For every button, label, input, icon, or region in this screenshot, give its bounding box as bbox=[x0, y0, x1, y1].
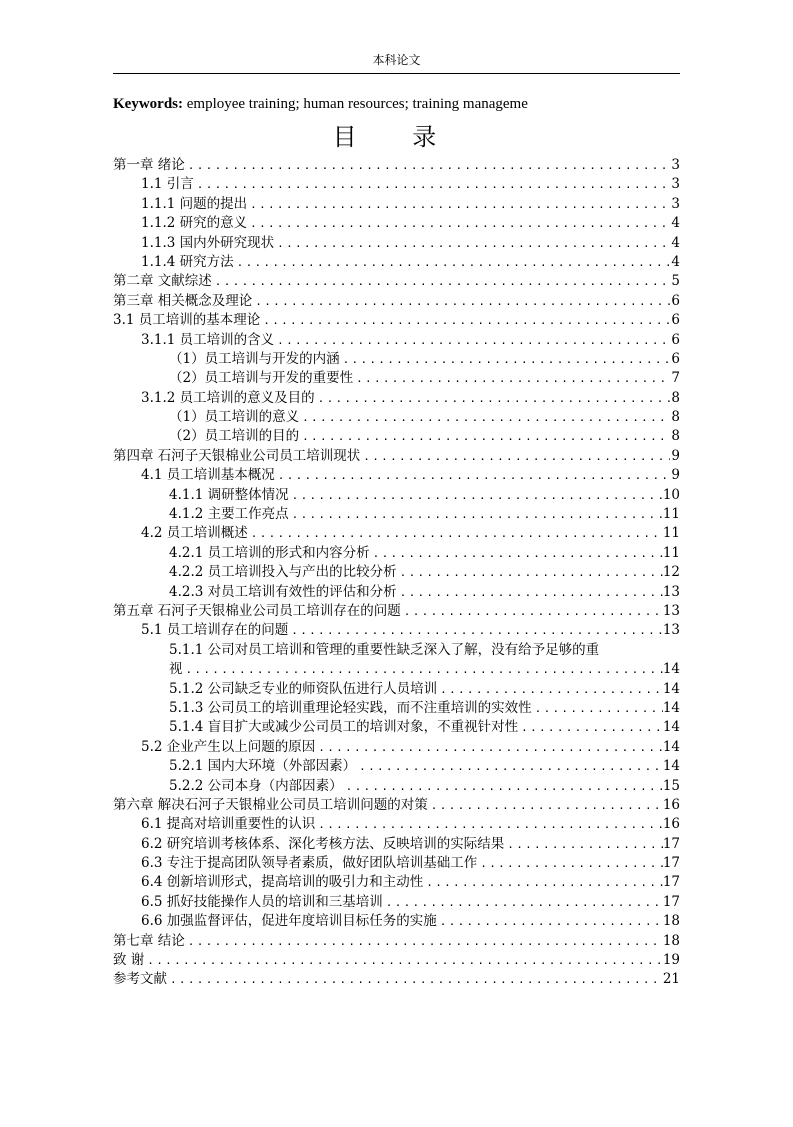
toc-leader-dots bbox=[288, 621, 663, 640]
toc-entry-label: （2）员工培训的目的 bbox=[169, 428, 300, 445]
toc-entry-label: 1.1 引言 bbox=[141, 176, 194, 193]
toc-entry[interactable] bbox=[113, 970, 680, 989]
toc-entry-page: 6 bbox=[671, 312, 680, 329]
toc-entry-page: 13 bbox=[662, 622, 680, 639]
toc-leader-dots bbox=[234, 253, 670, 272]
toc-entry[interactable] bbox=[113, 602, 680, 621]
toc-entry-page: 14 bbox=[662, 738, 680, 755]
toc-entry-page: 17 bbox=[662, 855, 680, 872]
toc-leader-dots bbox=[275, 466, 670, 485]
toc-entry-label: 第四章 石河子天银棉业公司员工培训现状 bbox=[113, 447, 361, 464]
toc-leader-dots bbox=[383, 893, 663, 912]
toc-entry[interactable] bbox=[113, 234, 680, 253]
toc-entry[interactable] bbox=[113, 175, 680, 194]
toc-entry[interactable] bbox=[113, 408, 680, 427]
keywords-text: employee training; human resources; training manageme bbox=[183, 96, 528, 112]
keywords-line bbox=[113, 95, 680, 113]
toc-entry[interactable] bbox=[113, 292, 680, 311]
toc-entry-page: 3 bbox=[671, 195, 680, 212]
toc-entry[interactable] bbox=[113, 583, 680, 602]
toc-entry[interactable] bbox=[113, 951, 680, 970]
toc-entry-label: 1.1.2 研究的意义 bbox=[141, 215, 248, 232]
toc-entry-label: 第七章 结论 bbox=[113, 932, 185, 949]
toc-entry-page: 13 bbox=[662, 583, 680, 600]
toc-entry-page: 8 bbox=[671, 428, 680, 445]
toc-entry[interactable] bbox=[113, 505, 680, 524]
toc-entry-page: 11 bbox=[662, 525, 680, 542]
toc-entry-label: 第一章 绪论 bbox=[113, 157, 185, 173]
toc-entry-page: 18 bbox=[662, 913, 680, 930]
toc-leader-dots bbox=[315, 815, 663, 834]
toc-entry-page: 8 bbox=[671, 409, 680, 426]
keywords-label: Keywords: bbox=[113, 96, 183, 112]
toc-leader-dots bbox=[212, 272, 670, 291]
toc-leader-dots bbox=[299, 427, 670, 446]
toc-entry[interactable] bbox=[113, 563, 680, 582]
toc-entry-label: 1.1.3 国内外研究现状 bbox=[141, 234, 275, 251]
table-of-contents bbox=[113, 156, 680, 990]
toc-entry-label: 5.1.3 公司员工的培训重理论轻实践，而不注重培训的实效性 bbox=[169, 699, 532, 716]
toc-entry-label: 5.1 员工培训存在的问题 bbox=[141, 622, 289, 639]
toc-entry-page: 14 bbox=[662, 680, 680, 697]
toc-entry-label: 3.1.2 员工培训的意义及目的 bbox=[141, 389, 315, 406]
toc-entry-label: 5.2.2 公司本身（内部因素） bbox=[169, 777, 343, 794]
toc-entry-page: 4 bbox=[671, 215, 680, 232]
toc-entry[interactable] bbox=[113, 389, 680, 408]
toc-entry-page: 9 bbox=[671, 467, 680, 484]
toc-leader-dots bbox=[167, 970, 663, 989]
toc-entry-page: 11 bbox=[662, 506, 680, 523]
toc-entry[interactable] bbox=[113, 524, 680, 543]
toc-entry-page: 4 bbox=[671, 253, 680, 270]
toc-leader-dots bbox=[289, 486, 663, 505]
toc-entry-page: 19 bbox=[662, 952, 680, 969]
toc-entry-label: 视 bbox=[169, 661, 183, 678]
toc-leader-dots bbox=[183, 660, 663, 679]
toc-entry-label: 1.1.4 研究方法 bbox=[141, 253, 234, 270]
toc-entry-label: 6.6 加强监督评估，促进年度培训目标任务的实施 bbox=[141, 913, 437, 930]
toc-leader-dots bbox=[248, 524, 663, 543]
toc-entry-page: 10 bbox=[662, 486, 680, 503]
toc-entry-label: 4.1 员工培训基本概况 bbox=[141, 467, 275, 484]
toc-leader-dots bbox=[274, 331, 670, 350]
toc-leader-dots bbox=[260, 311, 670, 330]
toc-entry-page: 16 bbox=[662, 816, 680, 833]
toc-leader-dots bbox=[252, 292, 670, 311]
toc-entry[interactable] bbox=[113, 757, 680, 776]
toc-entry-label: 5.1.2 公司缺乏专业的师资队伍进行人员培训 bbox=[169, 680, 438, 697]
toc-entry-page: 4 bbox=[671, 234, 680, 251]
toc-leader-dots bbox=[144, 951, 663, 970]
toc-entry[interactable] bbox=[113, 253, 680, 272]
toc-entry[interactable] bbox=[113, 815, 680, 834]
toc-entry-label: 5.1.4 盲目扩大或减少公司员工的培训对象，不重视针对性 bbox=[169, 719, 519, 736]
toc-entry-page: 5 bbox=[671, 273, 680, 290]
toc-leader-dots bbox=[289, 505, 663, 524]
toc-entry-label: 6.2 研究培训考核体系、深化考核方法、反映培训的实际结果 bbox=[141, 835, 505, 852]
toc-entry-page: 12 bbox=[662, 564, 680, 581]
toc-entry-label: 第二章 文献综述 bbox=[113, 273, 212, 290]
toc-entry[interactable] bbox=[113, 932, 680, 951]
toc-entry[interactable] bbox=[113, 156, 680, 175]
toc-entry-label: 4.2.1 员工培训的形式和内容分析 bbox=[169, 544, 370, 561]
toc-leader-dots bbox=[343, 777, 663, 796]
toc-leader-dots bbox=[274, 234, 670, 253]
toc-entry-label: 4.1.1 调研整体情况 bbox=[169, 486, 289, 503]
toc-entry-label: 3.1.1 员工培训的含义 bbox=[141, 331, 275, 348]
toc-entry-label: 6.5 抓好技能操作人员的培训和三基培训 bbox=[141, 893, 383, 910]
toc-entry[interactable] bbox=[113, 854, 680, 873]
toc-entry[interactable] bbox=[113, 350, 680, 369]
toc-leader-dots bbox=[437, 912, 663, 931]
toc-entry-page: 18 bbox=[662, 932, 680, 949]
toc-entry-page: 7 bbox=[671, 370, 680, 387]
toc-entry[interactable] bbox=[113, 331, 680, 350]
toc-entry-label: （1）员工培训的意义 bbox=[169, 409, 300, 426]
toc-leader-dots bbox=[299, 408, 670, 427]
toc-entry-label: 1.1.1 问题的提出 bbox=[141, 195, 248, 212]
toc-entry-page: 14 bbox=[662, 719, 680, 736]
toc-entry-page: 6 bbox=[671, 331, 680, 348]
toc-entry[interactable] bbox=[113, 427, 680, 446]
toc-entry[interactable] bbox=[113, 311, 680, 330]
toc-entry[interactable] bbox=[113, 447, 680, 466]
toc-entry-label: 5.2 企业产生以上问题的原因 bbox=[141, 738, 316, 755]
toc-entry[interactable] bbox=[113, 660, 680, 679]
toc-entry-page: 11 bbox=[662, 544, 680, 561]
toc-title: 目 录 bbox=[332, 123, 461, 151]
toc-leader-dots bbox=[401, 602, 663, 621]
toc-entry-page: 9 bbox=[671, 447, 680, 464]
toc-leader-dots bbox=[370, 544, 663, 563]
toc-entry-label: 第五章 石河子天银棉业公司员工培训存在的问题 bbox=[113, 602, 401, 619]
toc-entry[interactable] bbox=[113, 699, 680, 718]
toc-entry[interactable] bbox=[113, 777, 680, 796]
toc-entry[interactable] bbox=[113, 718, 680, 737]
toc-entry[interactable] bbox=[113, 641, 680, 660]
toc-entry-page: 13 bbox=[662, 602, 680, 619]
toc-entry-page: 14 bbox=[662, 699, 680, 716]
toc-entry[interactable] bbox=[113, 835, 680, 854]
toc-leader-dots bbox=[356, 757, 663, 776]
toc-leader-dots bbox=[185, 156, 670, 175]
toc-entry-page: 6 bbox=[671, 292, 680, 309]
toc-leader-dots bbox=[477, 854, 663, 873]
toc-entry-page: 21 bbox=[662, 971, 680, 988]
toc-entry-label: 3.1 员工培训的基本理论 bbox=[113, 312, 261, 329]
toc-entry-label: 第三章 相关概念及理论 bbox=[113, 292, 253, 309]
toc-entry[interactable] bbox=[113, 738, 680, 757]
toc-entry-page: 14 bbox=[662, 661, 680, 678]
toc-entry-label: 5.2.1 国内大环境（外部因素） bbox=[169, 758, 357, 775]
toc-leader-dots bbox=[397, 583, 663, 602]
toc-entry[interactable] bbox=[113, 912, 680, 931]
toc-entry-label: 6.4 创新培训形式，提高培训的吸引力和主动性 bbox=[141, 874, 424, 891]
toc-entry[interactable] bbox=[113, 873, 680, 892]
toc-entry-page: 8 bbox=[671, 389, 680, 406]
toc-leader-dots bbox=[340, 350, 670, 369]
toc-entry-label: （1）员工培训与开发的内涵 bbox=[169, 350, 340, 367]
toc-entry-page: 16 bbox=[662, 796, 680, 813]
toc-entry[interactable] bbox=[113, 486, 680, 505]
toc-entry-page: 17 bbox=[662, 893, 680, 910]
header-rule bbox=[113, 73, 680, 74]
toc-entry[interactable] bbox=[113, 214, 680, 233]
toc-entry-label: 第六章 解决石河子天银棉业公司员工培训问题的对策 bbox=[113, 796, 428, 813]
toc-leader-dots bbox=[504, 835, 663, 854]
toc-leader-dots bbox=[518, 718, 663, 737]
toc-leader-dots bbox=[315, 389, 670, 408]
toc-entry-page: 3 bbox=[671, 157, 680, 173]
toc-entry-label: 4.2.2 员工培训投入与产出的比较分析 bbox=[169, 564, 397, 581]
toc-entry[interactable] bbox=[113, 621, 680, 640]
toc-entry[interactable] bbox=[113, 466, 680, 485]
toc-leader-dots bbox=[315, 738, 663, 757]
toc-entry-label: 4.1.2 主要工作亮点 bbox=[169, 506, 289, 523]
toc-entry[interactable] bbox=[113, 272, 680, 291]
toc-leader-dots bbox=[247, 195, 670, 214]
toc-leader-dots bbox=[247, 214, 670, 233]
toc-entry-label: （2）员工培训与开发的重要性 bbox=[169, 370, 354, 387]
toc-leader-dots bbox=[423, 873, 663, 892]
page-header: 本科论文 bbox=[372, 53, 421, 67]
toc-leader-dots bbox=[194, 175, 670, 194]
toc-leader-dots bbox=[437, 680, 663, 699]
toc-entry-page: 14 bbox=[662, 758, 680, 775]
toc-entry-label: 4.2 员工培训概述 bbox=[141, 525, 248, 542]
toc-entry-label: 6.3 专注于提高团队领导者素质，做好团队培训基础工作 bbox=[141, 855, 478, 872]
toc-entry[interactable] bbox=[113, 195, 680, 214]
toc-entry[interactable] bbox=[113, 680, 680, 699]
toc-entry-label: 致 谢 bbox=[113, 952, 145, 969]
toc-entry-page: 17 bbox=[662, 874, 680, 891]
toc-entry-page: 17 bbox=[662, 835, 680, 852]
toc-entry-page: 3 bbox=[671, 176, 680, 193]
toc-entry[interactable] bbox=[113, 369, 680, 388]
toc-entry-page: 6 bbox=[671, 350, 680, 367]
toc-entry-label: 6.1 提高对培训重要性的认识 bbox=[141, 816, 316, 833]
toc-leader-dots bbox=[397, 563, 663, 582]
toc-entry-label: 参考文献 bbox=[113, 971, 167, 988]
toc-entry-label: 5.1.1 公司对员工培训和管理的重要性缺乏深入了解，没有给予足够的重 bbox=[169, 641, 600, 658]
toc-entry[interactable] bbox=[113, 796, 680, 815]
toc-entry-page: 15 bbox=[662, 777, 680, 794]
toc-leader-dots bbox=[428, 796, 663, 815]
toc-leader-dots bbox=[185, 932, 663, 951]
toc-entry-label: 4.2.3 对员工培训有效性的评估和分析 bbox=[169, 583, 397, 600]
toc-leader-dots bbox=[532, 699, 663, 718]
toc-entry[interactable] bbox=[113, 544, 680, 563]
toc-leader-dots bbox=[353, 369, 670, 388]
toc-entry[interactable] bbox=[113, 893, 680, 912]
toc-leader-dots bbox=[360, 447, 670, 466]
